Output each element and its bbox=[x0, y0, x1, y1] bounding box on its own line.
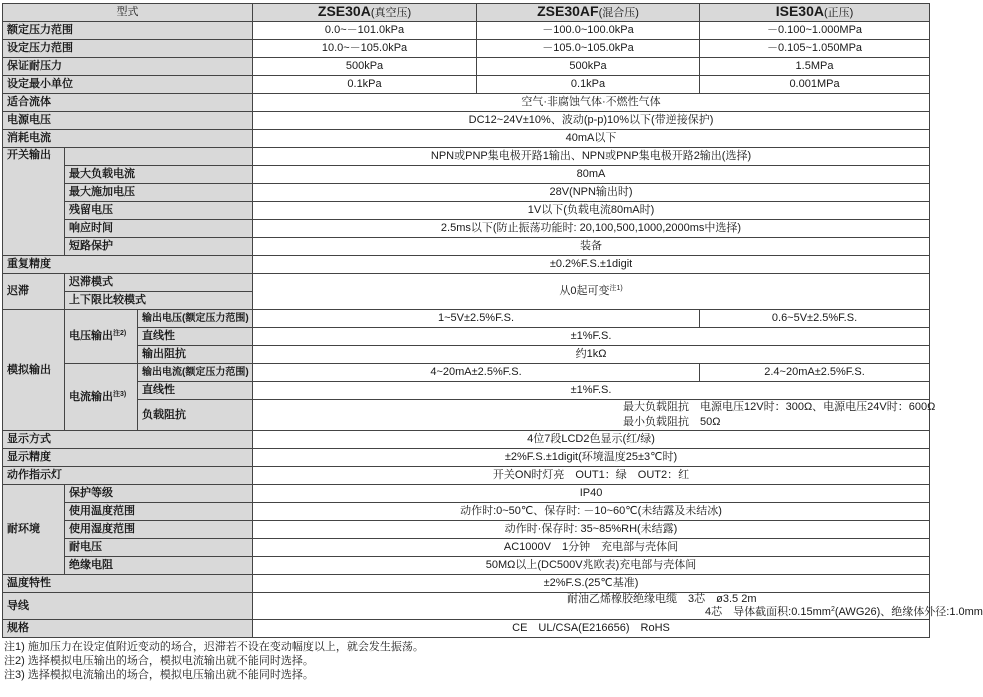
row-temp-char bbox=[3, 575, 930, 593]
voltage-output-label: 电压输出$^{注2)}$ bbox=[65, 310, 138, 364]
rated-range-v1: 0.0~－101.0kPa bbox=[253, 22, 477, 40]
rated-range-label: 额定压力范围 bbox=[3, 22, 253, 40]
response-value: 2.5ms以下(防止振荡功能时: 20,100,500,1000,2000ms中选择) bbox=[253, 220, 930, 238]
insulation-label: 绝缘电阻 bbox=[65, 557, 253, 575]
hysteresis-value: 从0起可变 bbox=[559, 285, 610, 297]
short-label: 短路保护 bbox=[65, 238, 253, 256]
residual-label: 残留电压 bbox=[65, 202, 253, 220]
wire-label: 导线 bbox=[3, 593, 253, 620]
row-min-unit bbox=[3, 76, 930, 94]
min-unit-v1: 0.1kPa bbox=[253, 76, 477, 94]
current-load-line1: 最大负载阻抗 电源电压12V时：300Ω、电源电压24V时：600Ω bbox=[623, 401, 936, 413]
proof-label: 保证耐压力 bbox=[3, 58, 253, 76]
row-fluid bbox=[3, 94, 930, 112]
indicator-value: 开关ON时灯亮 OUT1：绿 OUT2：红 bbox=[253, 467, 930, 485]
voltage-out-v12: 1~5V±2.5%F.S. bbox=[253, 310, 700, 328]
current-out-label: 输出电流(额定压力范围) bbox=[138, 364, 253, 382]
voltage-imp-label: 输出阻抗 bbox=[138, 346, 253, 364]
row-rated-range bbox=[3, 22, 930, 40]
set-range-v1: 10.0~－105.0kPa bbox=[253, 40, 477, 58]
row-standard bbox=[3, 620, 930, 638]
current-out-v3: 2.4~20mA±2.5%F.S. bbox=[700, 364, 930, 382]
row-wire bbox=[3, 593, 930, 620]
row-set-range bbox=[3, 40, 930, 58]
row-env-3 bbox=[3, 521, 930, 539]
max-voltage-value: 28V(NPN输出时) bbox=[253, 184, 930, 202]
power-value: DC12~24V±10%、波动(p-p)10%以下(带逆接保护) bbox=[253, 112, 930, 130]
current-load-line2: 最小负载阻抗 50Ω bbox=[623, 416, 721, 428]
row-power bbox=[3, 112, 930, 130]
temp-char-label: 温度特性 bbox=[3, 575, 253, 593]
header-row bbox=[3, 4, 930, 22]
hysteresis-label: 迟滞 bbox=[3, 274, 65, 310]
wire-value bbox=[253, 593, 983, 620]
insulation-value: 50MΩ以上(DC500V兆欧表)充电部与壳体间 bbox=[253, 557, 930, 575]
repeat-value: ±0.2%F.S.±1digit bbox=[253, 256, 930, 274]
rated-range-v3: －0.100~1.000MPa bbox=[700, 22, 930, 40]
footnote-2: 注2) 选择模拟电压输出的场合，模拟电流输出就不能同时选择。 bbox=[4, 655, 314, 667]
temp-char-value: ±2%F.S.(25℃基准) bbox=[253, 575, 930, 593]
proof-v1: 500kPa bbox=[253, 58, 477, 76]
row-analog-c3 bbox=[3, 400, 930, 431]
voltage-out-v3: 0.6~5V±2.5%F.S. bbox=[700, 310, 930, 328]
proof-v3: 1.5MPa bbox=[700, 58, 930, 76]
display-value: 4位7段LCD2色显示(红/绿) bbox=[253, 431, 930, 449]
switch-spacer bbox=[65, 148, 253, 166]
voltage-lin-value: ±1%F.S. bbox=[253, 328, 930, 346]
row-env-2 bbox=[3, 503, 930, 521]
consumption-label: 消耗电流 bbox=[3, 130, 253, 148]
row-env-5 bbox=[3, 557, 930, 575]
current-out-v12: 4~20mA±2.5%F.S. bbox=[253, 364, 700, 382]
temp-value: 动作时:0~50℃、保存时: －10~60℃(未结露及未结冰) bbox=[253, 503, 930, 521]
voltage-lin-label: 直线性 bbox=[138, 328, 253, 346]
max-load-label: 最大负载电流 bbox=[65, 166, 253, 184]
fluid-value: 空气·非腐蚀气体·不燃性气体 bbox=[253, 94, 930, 112]
row-residual bbox=[3, 202, 930, 220]
row-analog-c2 bbox=[3, 382, 930, 400]
row-analog-v1 bbox=[3, 310, 930, 328]
row-repeat bbox=[3, 256, 930, 274]
row-response bbox=[3, 220, 930, 238]
model-ise30a: ISE30A(正压) bbox=[700, 4, 930, 22]
env-label: 耐环境 bbox=[3, 485, 65, 575]
protection-value: IP40 bbox=[253, 485, 930, 503]
rated-range-v2: －100.0~100.0kPa bbox=[477, 22, 700, 40]
current-load-value bbox=[253, 400, 936, 431]
current-lin-value: ±1%F.S. bbox=[253, 382, 930, 400]
response-label: 响应时间 bbox=[65, 220, 253, 238]
withstand-value: AC1000V 1分钟 充电部与壳体间 bbox=[253, 539, 930, 557]
model-zse30af: ZSE30AF(混合压) bbox=[477, 4, 700, 22]
max-voltage-label: 最大施加电压 bbox=[65, 184, 253, 202]
voltage-out-label: 输出电压(额定压力范围) bbox=[138, 310, 253, 328]
standard-value: CE UL/CSA(E216656) RoHS bbox=[253, 620, 930, 638]
row-consumption bbox=[3, 130, 930, 148]
consumption-value: 40mA以下 bbox=[253, 130, 930, 148]
current-output-label: 电流输出$^{注3)}$ bbox=[65, 364, 138, 431]
fluid-label: 适合流体 bbox=[3, 94, 253, 112]
power-label: 电源电压 bbox=[3, 112, 253, 130]
wire-line1: 耐油乙烯橡胶绝缘电缆 3芯 ø3.5 2m bbox=[567, 593, 757, 605]
switch-label: 开关输出 bbox=[3, 148, 65, 256]
display-acc-label: 显示精度 bbox=[3, 449, 253, 467]
footnote-1: 注1) 施加压力在设定值附近变动的场合，迟滞若不设在变动幅度以上，就会发生振荡。 bbox=[4, 641, 424, 653]
max-load-value: 80mA bbox=[253, 166, 930, 184]
row-switch bbox=[3, 148, 930, 166]
spec-table bbox=[2, 3, 983, 638]
row-analog-c1 bbox=[3, 364, 930, 382]
repeat-label: 重复精度 bbox=[3, 256, 253, 274]
row-hysteresis-1 bbox=[3, 274, 930, 292]
hysteresis-note: 注1) bbox=[609, 285, 623, 292]
voltage-imp-value: 约1kΩ bbox=[253, 346, 930, 364]
analog-label: 模拟输出 bbox=[3, 310, 65, 431]
model-zse30a: ZSE30A(真空压) bbox=[253, 4, 477, 22]
humidity-label: 使用湿度范围 bbox=[65, 521, 253, 539]
row-short bbox=[3, 238, 930, 256]
footnotes bbox=[4, 640, 931, 682]
hysteresis-value-cell bbox=[253, 274, 930, 310]
proof-v2: 500kPa bbox=[477, 58, 700, 76]
protection-label: 保护等级 bbox=[65, 485, 253, 503]
switch-value: NPN或PNP集电极开路1输出、NPN或PNP集电极开路2输出(选择) bbox=[253, 148, 930, 166]
set-range-v3: －0.105~1.050MPa bbox=[700, 40, 930, 58]
humidity-value: 动作时·保存时: 35~85%RH(未结露) bbox=[253, 521, 930, 539]
row-env-4 bbox=[3, 539, 930, 557]
row-analog-v2 bbox=[3, 328, 930, 346]
row-proof bbox=[3, 58, 930, 76]
hysteresis-mode2: 上下限比较模式 bbox=[65, 292, 253, 310]
hysteresis-mode1: 迟滞模式 bbox=[65, 274, 253, 292]
min-unit-label: 设定最小单位 bbox=[3, 76, 253, 94]
temp-label: 使用温度范围 bbox=[65, 503, 253, 521]
min-unit-v2: 0.1kPa bbox=[477, 76, 700, 94]
short-value: 装备 bbox=[253, 238, 930, 256]
row-max-load bbox=[3, 166, 930, 184]
row-max-voltage bbox=[3, 184, 930, 202]
indicator-label: 动作指示灯 bbox=[3, 467, 253, 485]
set-range-label: 设定压力范围 bbox=[3, 40, 253, 58]
row-env-1 bbox=[3, 485, 930, 503]
row-indicator bbox=[3, 467, 930, 485]
min-unit-v3: 0.001MPa bbox=[700, 76, 930, 94]
row-display bbox=[3, 431, 930, 449]
current-load-label: 负载阻抗 bbox=[138, 400, 253, 431]
withstand-label: 耐电压 bbox=[65, 539, 253, 557]
display-label: 显示方式 bbox=[3, 431, 253, 449]
wire-line2: 4芯 导体截面积$:0.15mm^2(AWG26)$、绝缘体外径:1.0mm bbox=[705, 606, 983, 618]
header-label: 型式 bbox=[3, 4, 253, 22]
footnote-3: 注3) 选择模拟电流输出的场合，模拟电压输出就不能同时选择。 bbox=[4, 669, 314, 681]
standard-label: 规格 bbox=[3, 620, 253, 638]
current-lin-label: 直线性 bbox=[138, 382, 253, 400]
row-analog-v3 bbox=[3, 346, 930, 364]
residual-value: 1V以下(负载电流80mA时) bbox=[253, 202, 930, 220]
set-range-v2: －105.0~105.0kPa bbox=[477, 40, 700, 58]
row-display-acc bbox=[3, 449, 930, 467]
display-acc-value: ±2%F.S.±1digit(环境温度25±3℃时) bbox=[253, 449, 930, 467]
